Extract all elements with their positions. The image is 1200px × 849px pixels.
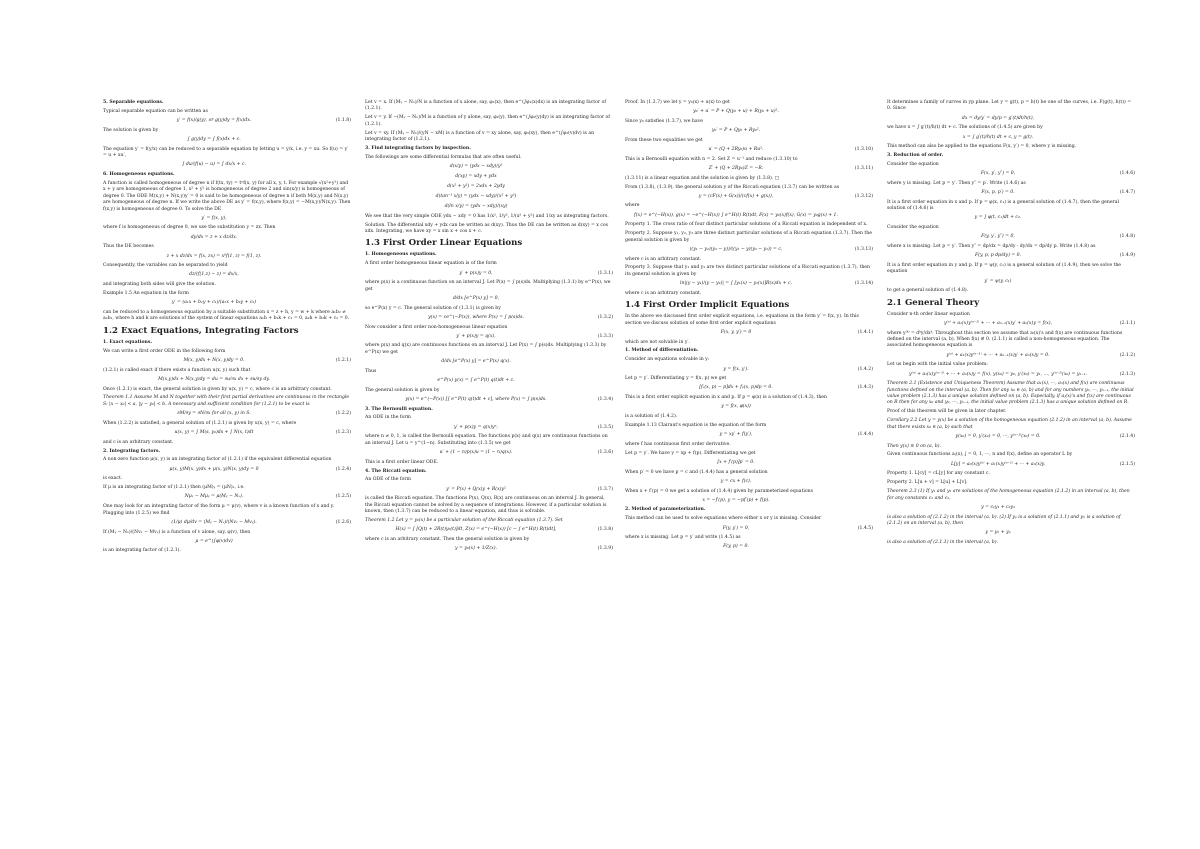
equation	[625, 497, 873, 504]
equation	[365, 378, 613, 385]
equation-number: (1.2.1)	[335, 357, 351, 363]
paragraph: Since y₀ satisfies (1.3.7), we have	[625, 118, 703, 124]
equation	[365, 184, 613, 191]
subsection-heading: 2. Method of parameterization.	[625, 507, 706, 513]
paragraph: Property 3. Suppose that y₁ and y₂ are two distinct particular solutions of a Riccati equation (1.3.7), then its general solution is given by	[625, 265, 870, 277]
equation	[625, 166, 873, 173]
equation-number: (1.4.1)	[857, 329, 873, 335]
equation-body: F(y, p) = 0.	[723, 544, 749, 550]
equation-body: (1/μ) dμ/dv = (Mᵧ − Nₓ)/(Nvₓ − Mvᵧ).	[171, 519, 257, 525]
paragraph: This is a Bernoulli equation with n = 2. Set Z = u⁻¹ and reduce (1.3.10) to	[625, 156, 798, 162]
page-column-1	[103, 100, 351, 557]
equation-body: y′ = f(x)/g(y), or g(y)dy = f(x)dx.	[176, 118, 252, 124]
equation	[365, 527, 613, 534]
paragraph: Let p = y′. We have y = xp + f(p). Differentiating we get	[625, 450, 756, 456]
equation	[103, 538, 351, 545]
paragraph: Solution. The differential xdy + ydx can be written as d(xy). Thus the DE can be written as d(xy) = x cos xdx. Integrating, we have xy = x sin x + cos x + c.	[365, 222, 609, 235]
equation-body: y(x) = ce^(−P(x)), where P(x) = ∫ p(s)ds.	[428, 314, 524, 320]
paragraph: An ODE of the form	[365, 477, 411, 483]
paragraph: If μ is an integrating factor of (1.2.1) then (μM)ᵧ = (μN)ₓ, i.e.	[103, 485, 245, 491]
equation-number: (2.1.4)	[1119, 433, 1135, 439]
equation-number: (1.3.4)	[597, 396, 613, 402]
paragraph: The followings are some differential formulas that are often useful.	[365, 154, 522, 160]
paragraph: where n ≠ 0, 1, is called the Bernoulli equation. The functions p(x) and q(x) are continuous functions on an interval J. Let u = y^(1−n). Substituting into (1.3.5) we get	[365, 434, 608, 446]
equation-number: (2.1.2)	[1119, 352, 1135, 358]
subsection-heading: 5. Separable equations.	[103, 100, 164, 105]
equation-body: y(x₀) = 0, y′(x₀) = 0, ···, y⁽ⁿ⁻¹⁾(x₀) = 0.	[955, 433, 1041, 439]
paragraph: where y is missing. Let p = y′. Then y″ = p′. Write (1.4.6) as	[887, 180, 1026, 186]
equation-number: (1.4.2)	[857, 366, 873, 372]
paragraph: One may look for an integrating factor of the form μ = μ(v), where v is a known function of x and y. Plugging into (1.2.5) we find	[103, 504, 335, 516]
paragraph: Let v = y. If −(Mᵧ − Nₓ)/M is a function of y alone, say, φ₂(y), then e^(∫φ₂(y)dy) is an integrating factor of (1.2.1).	[365, 115, 610, 127]
equation-number: (1.1.8)	[335, 118, 351, 124]
equation-body: d/dx [e^P(x) y] = 0,	[452, 295, 500, 301]
equation-body: [fₓ(x, p) − p]dx + fₚ(x, p)dp = 0.	[699, 385, 773, 391]
equation-body: y = y₀(x) + 1/Z(x).	[454, 546, 498, 552]
paragraph: An ODE in the form	[365, 415, 411, 421]
paragraph: It is a first order equation in y and p. If p = ψ(y, c₁) is a general solution of (1.4.9), then we solve the equation	[887, 262, 1122, 275]
equation	[887, 371, 1135, 378]
equation-body: y = c₁y₁ + c₂y₂	[981, 504, 1015, 510]
equation	[625, 212, 873, 219]
paragraph: and integrating both sides will give the solution.	[103, 282, 216, 288]
equation-body: μ = e^(∫φ(v)dv)	[195, 538, 233, 544]
equation-body: y = f(x, φ(x))	[721, 404, 751, 410]
equation-number: (1.3.11)	[854, 165, 873, 171]
paragraph: where c is an arbitrary constant.	[625, 290, 702, 296]
paragraph: Property 1. L[cy] = cL[y] for any constant c.	[887, 471, 990, 477]
equation-body: H(x) = ∫ [Q(t) + 2R(t)y₀(t)]dt, Z(x) = e^(−H(x)) [c − ∫ e^H(t) R(t)dt],	[395, 527, 557, 533]
equation-body: dz/(f(1,z) − z) = dx/x,	[189, 272, 239, 278]
equation	[887, 530, 1135, 537]
equation-number: (1.3.9)	[597, 546, 613, 552]
equation-number: (1.4.9)	[1119, 253, 1135, 259]
paragraph: we have x = ∫ g′(t)/h(t) dt + c. The solutions of (1.4.5) are given by	[887, 125, 1043, 131]
subsection-heading: 1. Exact equations.	[103, 339, 153, 345]
paragraph: A non-zero function μ(x, y) is an integrating factor of (1.2.1) if the equivalent differential equation	[103, 457, 332, 463]
paragraph: so e^P(x) y = c. The general solution of (1.3.1) is given by	[365, 305, 501, 311]
equation	[103, 118, 351, 125]
equation	[365, 315, 613, 322]
equation	[365, 333, 613, 340]
equation-body: y′ = (a₁x + b₁y + c₁)/(a₂x + b₂y + c₂)	[171, 300, 257, 306]
equation-body: x = −f′(p), y = −pf′(p) + f(p).	[702, 497, 770, 503]
equation	[887, 190, 1135, 197]
paragraph: The equation y′ = f(y/x) can be reduced to a separable equation by letting u = y/x, i.e. y = xu. So f(u) = y′ = u + xu′,	[103, 146, 349, 159]
equation	[103, 137, 351, 144]
paragraph: Let p = y′. Differentiating y = f(x, p) we get	[625, 376, 727, 382]
equation-number: (1.4.7)	[1119, 190, 1135, 196]
equation-number: (1.2.2)	[335, 411, 351, 417]
equation-body: y = yₕ + yₚ	[985, 530, 1011, 536]
equation-body: d(tan⁻¹ x/y) = (ydx − xdy)/(x² + y²)	[435, 194, 517, 200]
paragraph: Thus the DE becomes	[103, 244, 154, 250]
paragraph: is an integrating factor of (1.2.1).	[103, 548, 181, 554]
equation-body: dx = dy/y′ = dy/p = g′(t)dt/h(t),	[961, 115, 1035, 121]
equation-number: (1.3.2)	[597, 314, 613, 320]
subsection-heading: 2. Integrating factors.	[103, 448, 161, 454]
paragraph: Let v = xy. If (Mᵧ − Nₓ)/(yN − xM) is a function of v = xy alone, say, φ₃(xy), then e^(∫φ₃(v)dv) is an integrating factor of (1.2.1).	[365, 130, 595, 143]
equation-number: (1.2.3)	[335, 429, 351, 435]
paragraph: In the above we discussed first order explicit equations, i.e. equations in the form y′ = f(x, y). In this section we discuss solution of some first order explicit equations	[625, 314, 859, 326]
equation-body: z + x dz/dx = f(x, zx) = x⁰f(1, z) = f(1, z).	[166, 253, 262, 259]
paragraph: We can write a first order ODE in the following form	[103, 348, 226, 354]
equation	[887, 171, 1135, 178]
paragraph: From (1.3.8), (1.3.9), the general solution y of the Riccati equation (1.3.7) can be written as	[625, 184, 840, 190]
equation	[625, 109, 873, 116]
equation-number: (1.3.3)	[597, 333, 613, 339]
equation-body: y(x) = e^(−P(x)) [∫ e^P(t) q(t)dt + c], where P(x) = ∫ p(s)ds.	[405, 396, 547, 402]
equation	[103, 494, 351, 501]
paragraph: When (1.2.2) is satisfied, a general solution of (1.2.1) is given by u(x, y) = c, where	[103, 420, 297, 426]
equation	[887, 434, 1135, 441]
equation-body: u(x, y) = ∫ M(s, y₀)ds + ∫ N(x, t)dt	[174, 429, 254, 435]
equation	[365, 359, 613, 366]
equation-body: M(x, y)dx + N(x, y)dy = 0.	[183, 357, 245, 363]
equation-body: y′ = P(x) + Q(x)y + R(x)y²	[446, 486, 506, 492]
equation-body: f(x) = e^(−H(x)), g(x) = −e^(−H(x)) ∫ e^H(t) R(t)dt, F(x) = y₀(x)f(x), G(x) = y₀g(x) + 1.	[634, 212, 838, 218]
paragraph: Typical separable equation can be written as	[103, 108, 208, 114]
equation-body: e^P(x) y(x) = ∫ e^P(t) q(t)dt + c.	[437, 377, 515, 383]
equation-body: L[y] = a₀(x)y⁽ⁿ⁾ + a₁(x)y⁽ⁿ⁻¹⁾ + ··· + aₙ(x)y.	[950, 461, 1046, 467]
paragraph: where x is missing. Let p = y′. Then y″ = dp/dx = dp/dy · dy/dx = dp/dy p. Write (1.4.8) as	[887, 244, 1096, 250]
equation-body: ∫ du/(f(u) − u) = ∫ dx/x + c.	[182, 162, 246, 168]
equation-body: y₀′ + u′ = P + Q(y₀ + u) + R(y₀ + u)².	[693, 109, 779, 115]
paragraph: Let v = x. If (Mᵧ − Nₓ)/N is a function of x alone, say, φ₁(x), then e^(∫φ₁(x)dx) is an integrating factor of (1.2.1).	[365, 100, 607, 112]
paragraph: where x is missing. Let p = y′ and write (1.4.5) as	[625, 535, 741, 541]
equation	[625, 479, 873, 486]
equation-body: Z′ + (Q + 2Ry₀)Z = −R.	[708, 165, 764, 171]
equation-body: y = xy′ + f(y′),	[719, 432, 753, 438]
equation-body: F(x, y′, y″) = 0,	[980, 171, 1016, 177]
subsection-heading: 1. Method of differentiation.	[625, 348, 699, 354]
theorem-text: is also a solution of (2.1.2) in the interval (a, b). (2) If yₚ is a solution of (2.1.1) and yₕ is a solution of (2.1.2) on an interval (a, b), then	[887, 514, 1121, 526]
equation-body: μ(x, y)M(x, y)dx + μ(x, y)N(x, y)dy = 0	[169, 466, 259, 472]
paragraph: to get a general solution of (1.4.8).	[887, 288, 969, 294]
paragraph: Consider the equation	[887, 225, 939, 231]
equation-body: y⁽ⁿ⁾ + a₁(x)y⁽ⁿ⁻¹⁾ + ··· + aₙ(x)y = f(x), y(x₀) = y₀, y′(x₀) = y₁, …, y⁽ⁿ⁻¹⁾(x₀) = yₙ₋₁.	[908, 371, 1088, 377]
section-title: 1.3 First Order Linear Equations	[365, 238, 523, 249]
equation	[625, 330, 873, 337]
page-column-4	[887, 100, 1135, 549]
paragraph: A first order homogeneous linear equation is of the form	[365, 261, 497, 267]
equation-number: (1.3.13)	[854, 246, 873, 252]
paragraph: Property 2. L[u + v] = L[u] + L[v].	[887, 480, 968, 486]
equation	[625, 247, 873, 254]
equation	[365, 174, 613, 181]
equation-number: (1.3.1)	[597, 270, 613, 276]
paragraph: where y⁽ᵏ⁾ = dᵏy/dxᵏ. Throughout this section we assume that aᵢ(x)'s and f(x) are continuous functions defined on the interval (a, b). When f(x) ≢ 0, (2.1.1) is called a non-homogeneous equation. The associated homogeneous equation is	[887, 330, 1123, 349]
paragraph: is exact.	[103, 476, 123, 482]
equation	[103, 272, 351, 279]
equation-body: u′ + (1 − n)p(x)u = (1 − n)q(x).	[439, 449, 513, 455]
paragraph: Consider n-th order linear equation	[887, 311, 970, 317]
theorem-text: Theorem 2.1 (Existence and Uniqueness Theorem) Assume that a₁(x), ···, aₙ(x) and f(x) are continuous functions defined on the interval (a, b). Then for any x₀ ∈ (a, b) and for any numbers y₀, ···, yₙ₋₁, the initial value problem (2.1.3) has a unique solution defined on (a, b). Especially, if aⱼ(x)'s and f(x) are continuous on R then for any x₀ and y₀, ···, yₙ₋₁, the initial value problem (2.1.3) has a unique solution defined on R.	[887, 381, 1134, 406]
paragraph: where f has continuous first order derivative.	[625, 441, 731, 447]
page-column-2	[365, 100, 613, 556]
equation-number: (1.4.8)	[1119, 234, 1135, 240]
equation-body: d(ln x/y) = (ydx − xdy)/(xy)	[444, 204, 508, 210]
section-title: 1.4 First Order Implicit Equations	[625, 300, 790, 311]
equation-body: ((y₁ − y₂)(y₃ − y))/((y₁ − y)(y₃ − y₂)) = c,	[689, 246, 783, 252]
equation-body: y′ + p(x)y = q(x),	[456, 333, 496, 339]
equation-number: (1.2.4)	[335, 466, 351, 472]
theorem-text: Theorem 2.3 (1) If y₁ and y₂ are solutions of the homogeneous equation (2.1.2) in an interval (a, b), then for any constants c₁ and c₂,	[887, 489, 1130, 501]
theorem-text: is also a solution of (2.1.1) in the interval (a, b).	[887, 539, 998, 545]
paragraph: This is a first order linear ODE.	[365, 459, 439, 465]
equation	[887, 321, 1135, 328]
paragraph: where c is an arbitrary constant. Then the general solution is given by	[365, 537, 530, 542]
paragraph: A function is called homogeneous of degree n if f(tx, ty) = tⁿf(x, y) for all x, y, t. For example √(x²+y²) and x + y are homogeneous of degree 1, x² + y² is homogeneous of degree 2 and sin(x/y) is homogeneous of degree 0. The ODE M(x,y) + N(x,y)y′ = 0 is said to be homogeneous of degree n if both M(x,y) and N(x,y) are homogeneous of degree n. If we write the above DE as y′ = f(x,y), where f(x,y) = −M(x,y)/N(x,y). Then f(x,y) is homogeneous of degree 0. To solve the DE	[103, 180, 351, 212]
equation	[103, 377, 351, 384]
equation	[365, 270, 613, 277]
equation	[625, 128, 873, 135]
paragraph: where	[625, 203, 640, 209]
paragraph: From these two equalities we get	[625, 137, 703, 143]
paragraph: Example 1.5 An equation in the form	[103, 291, 189, 297]
equation	[625, 385, 873, 392]
paragraph: where f is homogeneous of degree 0, we use the substitution y = zx. Then	[103, 225, 276, 231]
equation-body: F(y, y′, y″) = 0,	[981, 234, 1015, 240]
equation	[103, 411, 351, 418]
paragraph: Property 1. The cross ratio of four distinct particular solutions of a Riccati equation is independent of x.	[625, 222, 868, 228]
paragraph: is called the Riccati equation. The functions P(x), Q(x), R(x) are continuous on an interval J. In general, the Riccati equation cannot be solved by a sequence of integrations. However, if a particular solution is known, then (1.3.7) can be reduced to a linear equation, and thus is solvable.	[365, 496, 607, 515]
equation-number: (1.4.5)	[857, 525, 873, 531]
paragraph: is a solution of (1.4.2).	[625, 414, 678, 420]
equation-number: (1.3.12)	[854, 193, 873, 199]
equation	[365, 424, 613, 431]
equation-number: (1.3.7)	[597, 486, 613, 492]
section-title: 2.1 General Theory	[887, 297, 980, 308]
equation	[103, 520, 351, 527]
equation-body: Nμₓ − Mμᵧ = μ(Mᵧ − Nₓ).	[184, 494, 244, 500]
paragraph: where p(x) is a continuous function on an interval J. Let P(x) = ∫ p(s)ds. Multiplying (1.3.1) by e^P(x), we get	[365, 280, 611, 292]
equation-body: y′ + p(x)y = 0,	[459, 270, 493, 276]
equation	[103, 234, 351, 241]
equation-body: F(y, p, p dp/dy) = 0.	[974, 253, 1022, 259]
paragraph: Once (1.2.1) is exact, the general solution is given by u(x, y) = c, where c is an arbitrary constant.	[103, 386, 332, 392]
equation-body: dy/dx = z + x dz/dx.	[190, 234, 238, 240]
equation-number: (2.1.5)	[1119, 461, 1135, 467]
equation	[103, 300, 351, 307]
paragraph: When x + f′(p) = 0 we get a solution of (1.4.4) given by parameterized equations	[625, 488, 813, 494]
equation	[103, 162, 351, 169]
equation-body: y′ = f(x, y),	[201, 215, 227, 221]
equation	[887, 505, 1135, 512]
theorem-text: Theorem 1.2 Let y = y₀(x) be a particular solution of the Riccati equation (1.3.7). Set	[365, 518, 563, 524]
equation-body: y = f(x, y′).	[723, 366, 749, 372]
equation	[365, 486, 613, 493]
equation	[625, 193, 873, 200]
paragraph: The general solution is given by	[365, 387, 440, 393]
equation	[103, 358, 351, 365]
equation	[887, 352, 1135, 359]
equation-body: y⁽ⁿ⁾ + a₁(x)y⁽ⁿ⁻¹⁾ + ··· + aₙ₋₁(x)y′ + aₙ(x)y = f(x),	[943, 320, 1053, 326]
equation	[103, 253, 351, 260]
theorem-text: Then y(x) ≡ 0 on (a, b).	[887, 443, 941, 449]
equation	[625, 544, 873, 551]
paragraph: Proof of this theorem will be given in later chapter.	[887, 409, 1007, 415]
paragraph: Example 1.13 Clairaut's equation is the equation of the form	[625, 422, 767, 428]
paragraph: Proof. In (1.3.7) we let y = y₀(x) + u(x) to get	[625, 100, 730, 105]
equation-number: (2.1.3)	[1119, 371, 1135, 377]
equation	[365, 204, 613, 211]
paragraph: This method can be used to solve equations where either x or y is missing. Consider	[625, 516, 822, 522]
equation	[625, 404, 873, 411]
paragraph: where p(x) and q(x) are continuous functions on an interval J. Let P(x) = ∫ p(s)ds. Multiplying (1.3.3) by e^P(x) we get	[365, 343, 607, 355]
paragraph: Consider the equation	[887, 162, 939, 168]
equation	[887, 134, 1135, 141]
equation	[625, 366, 873, 373]
equation	[365, 546, 613, 553]
equation	[103, 430, 351, 437]
equation	[365, 450, 613, 457]
theorem-text: Corollary 2.2 Let y = y(x) be a solution of the homogeneous equation (2.1.2) in an interval (a, b). Assume that there exists x₀ ∈ (a, b) such that	[887, 418, 1132, 430]
equation-body: y = ∫ φ(t, c₁)dt + c₂.	[974, 215, 1022, 221]
equation	[625, 460, 873, 467]
subsection-heading: 6. Homogeneous equations.	[103, 172, 175, 178]
subsection-heading: 3. Reduction of order.	[887, 153, 944, 159]
paragraph: If (Mᵧ − Nₓ)/(Nvₓ − Mvᵧ) is a function of v alone, say, φ(v), then	[103, 529, 251, 535]
equation-body: y⁽ⁿ⁾ + a₁(x)y⁽ⁿ⁻¹⁾ + ··· + aₙ₋₁(x)y′ + aₙ(x)y = 0.	[946, 352, 1050, 358]
equation-body: y = (cF(x) + G(x))/(cf(x) + g(x)),	[698, 193, 774, 199]
equation	[103, 466, 351, 473]
equation	[365, 296, 613, 303]
subsection-heading: 3. Find integrating factors by inspection.	[365, 145, 471, 151]
equation-body: d(x/y) = (ydx − xdy)/y²	[449, 164, 503, 170]
paragraph: When p′ = 0 we have p = c and (1.4.4) has a general solution	[625, 469, 768, 475]
equation-body: F(y, y′) = 0,	[722, 525, 750, 531]
subsection-heading: 1. Homogeneous equations.	[365, 252, 437, 258]
equation-number: (1.3.8)	[597, 527, 613, 533]
equation-number: (1.4.4)	[857, 432, 873, 438]
paragraph: which are not solvable in y′.	[625, 339, 690, 345]
paragraph: Thus	[365, 368, 377, 374]
equation-body: y₀′ = P + Qy₀ + Ry₀².	[711, 128, 761, 134]
equation	[625, 281, 873, 288]
equation	[365, 397, 613, 404]
paragraph: Consequently, the variables can be separated to yield	[103, 263, 228, 269]
paragraph: Now consider a first order non-homogeneous linear equation	[365, 324, 508, 330]
equation-body: y′ + p(x)y = q(x)yⁿ,	[454, 424, 498, 430]
paragraph: It determines a family of curves in yp plane. Let y = g(t), p = h(t) be one of the curves, i.e. F(g(t), h(t)) = 0. Since	[887, 100, 1132, 112]
equation-number: (1.4.6)	[1119, 171, 1135, 177]
equation-body: [x + f′(p)]p′ = 0.	[717, 459, 755, 465]
equation-body: ∂M/∂y = ∂N/∂x for all (x, y) in S.	[177, 411, 251, 417]
equation-body: d(x² + y²) = 2xdx + 2ydy	[447, 184, 505, 190]
equation-number: (1.2.5)	[335, 494, 351, 500]
equation	[887, 215, 1135, 222]
subsection-heading: 4. The Riccati equation.	[365, 468, 427, 474]
equation	[887, 115, 1135, 122]
paragraph: We see that the very simple ODE ydx − xdy = 0 has 1/x², 1/y², 1/(x² + y²) and 1/xy as integrating factors.	[365, 213, 609, 219]
equation-body: M(x,y)dx + N(x,y)dy = du = ∂u/∂x dx + ∂u/∂y dy.	[158, 376, 270, 382]
equation-number: (1.2.6)	[335, 519, 351, 525]
equation	[625, 432, 873, 439]
paragraph: This method can also be applied to the equations F(x, y′) = 0, where y is missing.	[887, 144, 1077, 150]
paragraph: can be reduced to a homogeneous equation by a suitable substitution x = z + h, y = w + k where a₁b₂ ≠ a₂b₁, where h and k are solutions of the system of linear equations a₁h + b₁k + c₁ = 0, a₂h + b₂k + c₂ = 0.	[103, 310, 350, 322]
equation	[887, 253, 1135, 260]
paragraph: It is a first order equation in x and p. If p = φ(x, c₁) is a general solution of (1.4.7), then the general solution of (1.4.6) is	[887, 199, 1119, 212]
paragraph: where c is an arbitrary constant.	[625, 256, 702, 262]
equation-body: F(x, y, y′) = 0	[720, 329, 752, 335]
equation-body: ln|(y − y₁)/(y − y₂)| = ∫ [y₁(x) − y₂(x)]R(x)dx + c,	[679, 281, 792, 287]
equation	[887, 461, 1135, 468]
equation-body: u′ = (Q + 2Ry₀)u + Ru².	[708, 147, 764, 153]
equation-number: (2.1.1)	[1119, 320, 1135, 326]
equation-body: y = cx + f(c).	[720, 478, 752, 484]
equation	[103, 215, 351, 222]
page-column-3	[625, 100, 873, 554]
paragraph: (1.2.1) is called exact if there exists a function u(x, y) such that	[103, 367, 251, 373]
equation	[625, 147, 873, 154]
paragraph: and c is an arbitrary constant.	[103, 439, 174, 445]
equation-number: (1.3.14)	[854, 281, 873, 287]
equation-number: (1.3.5)	[597, 424, 613, 430]
equation	[887, 278, 1135, 285]
paragraph: (1.3.11) is a linear equation and the solution is given by (1.3.8). □	[625, 175, 780, 181]
paragraph: This is a first order explicit equation in x and p. If p = φ(x) is a solution of (1.4.3), then	[625, 395, 827, 401]
section-title: 1.2 Exact Equations, Integrating Factors	[103, 325, 299, 336]
equation	[887, 234, 1135, 241]
paragraph: Let us begin with the initial value problem:	[887, 362, 988, 368]
equation-number: (1.3.6)	[597, 449, 613, 455]
paragraph: The solution is given by	[103, 127, 159, 133]
equation	[625, 525, 873, 532]
theorem-text: Theorem 1.1 Assume M and N together with their first partial derivatives are continuous in the rectangle S: |x − x₀| < a, |y − y₀| < b. A necessary and sufficient condition for (1.2.1) to be exact is	[103, 395, 350, 407]
equation-number: (1.4.3)	[857, 385, 873, 391]
equation-body: d(xy) = xdy + ydx	[455, 174, 497, 180]
equation	[365, 164, 613, 171]
paragraph: Property 2. Suppose y₁, y₂, y₃ are three distinct particular solutions of a Riccati equation (1.3.7). Then the general solution is given by	[625, 231, 872, 243]
equation-body: y′ = ψ(y, c₁)	[984, 278, 1012, 284]
equation-body: d/dx [e^P(x) y] = e^P(x) q(x).	[441, 359, 511, 365]
paragraph: Given continuous functions aⱼ(x), j = 0, 1, ···, n and f(x), define an operator L by	[887, 452, 1073, 458]
paragraph: Consider an equations solvable in y:	[625, 357, 710, 363]
equation-number: (1.3.10)	[854, 147, 873, 153]
equation-body: F(x, p, p′) = 0.	[981, 190, 1015, 196]
subsection-heading: 3. The Bernoulli equation.	[365, 406, 433, 412]
equation-body: ∫ g(y)dy = ∫ f(x)dx + c.	[187, 137, 241, 143]
equation-body: x = ∫ g′(t)/h(t) dt + c, y = g(t).	[962, 134, 1034, 140]
equation	[365, 194, 613, 201]
